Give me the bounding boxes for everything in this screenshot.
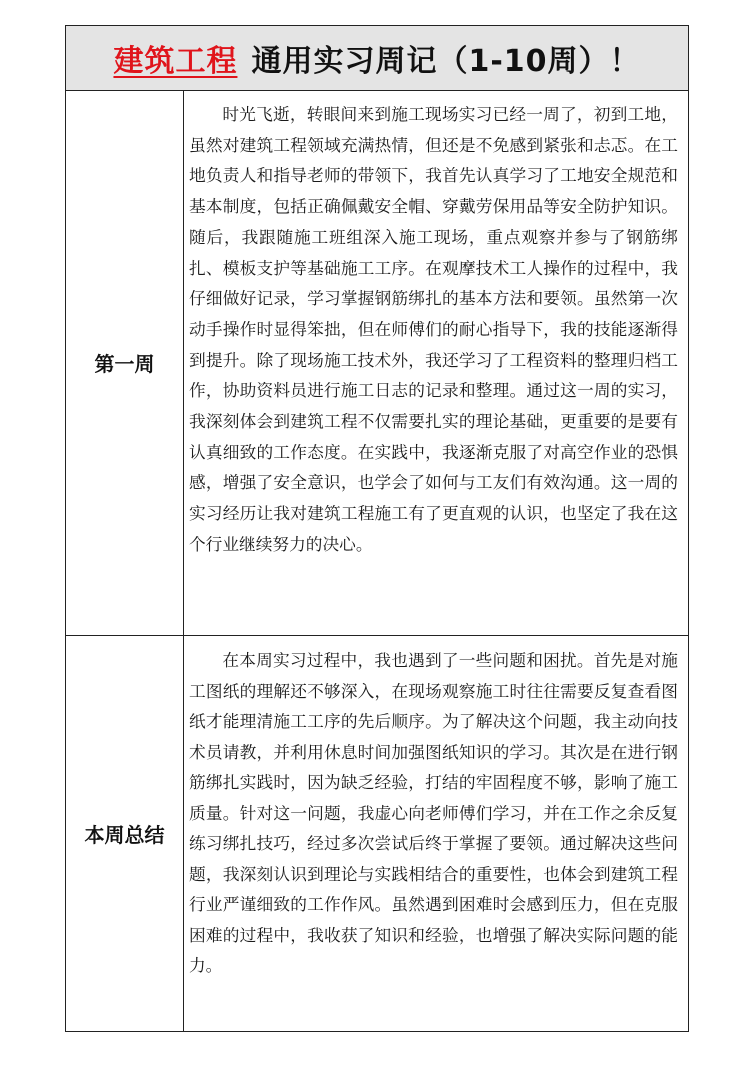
week-label: 第一周 — [66, 90, 184, 635]
title-highlight: 建筑工程 — [113, 44, 238, 79]
week-paragraph: 时光飞逝，转眼间来到施工现场实习已经一周了，初到工地，虽然对建筑工程领域充满热情，但还是不免感到紧张和忐忑。在工地负责人和指导老师的带领下，我首先认真学习了工地安全规范和基本制度，包括正确佩戴安全帽、穿戴劳保用品等安全防护知识。随后，我跟随施工班组深入施工现场，重点观察并参与了钢筋绑扎、模板支护等基础施工工序。在观摩技术工人操作的过程中，我仔细做好记录，学习掌握钢筋绑扎的基本方法和要领。虽然第一次动手操作时显得笨拙，但在师傅们的耐心指导下，我的技能逐渐得到提升。除了现场施工技术外，我还学习了工程资料的整理归档工作，协助资料员进行施工日志的记录和整理。通过这一周的实习，我深刻体会到建筑工程不仅需要扎实的理论基础，更重要的是要有认真细致的工作态度。在实践中，我逐渐克服了对高空作业的恐惧感，增强了安全意识，也学会了如何与工友们有效沟通。这一周的实习经历让我对建筑工程施工有了更直观的认识，也坚定了我在这个行业继续努力的决心。 — [189, 104, 678, 554]
week-row — [66, 90, 688, 636]
title-bar — [66, 26, 688, 91]
summary-paragraph: 在本周实习过程中，我也遇到了一些问题和困扰。首先是对施工图纸的理解还不够深入，在现场观察施工时往往需要反复查看图纸才能理清施工工序的先后顺序。为了解决这个问题，我主动向技术员请教，并利用休息时间加强图纸知识的学习。其次是在进行钢筋绑扎实践时，因为缺乏经验，打结的牢固程度不够，影响了施工质量。针对这一问题，我虚心向老师傅们学习，并在工作之余反复练习绑扎技巧，经过多次尝试后终于掌握了要领。通过解决这些问题，我深刻认识到理论与实践相结合的重要性，也体会到建筑工程行业严谨细致的工作作风。虽然遇到困难时会感到压力，但在克服困难的过程中，我收获了知识和经验，也增强了解决实际问题的能力。 — [189, 650, 678, 975]
summary-row — [66, 636, 688, 1031]
title-text: 通用实习周记（1-10周）！ — [251, 44, 641, 79]
journal-table — [65, 25, 689, 1032]
summary-label: 本周总结 — [66, 636, 184, 1031]
week-content — [184, 90, 688, 635]
summary-content — [184, 636, 688, 1031]
